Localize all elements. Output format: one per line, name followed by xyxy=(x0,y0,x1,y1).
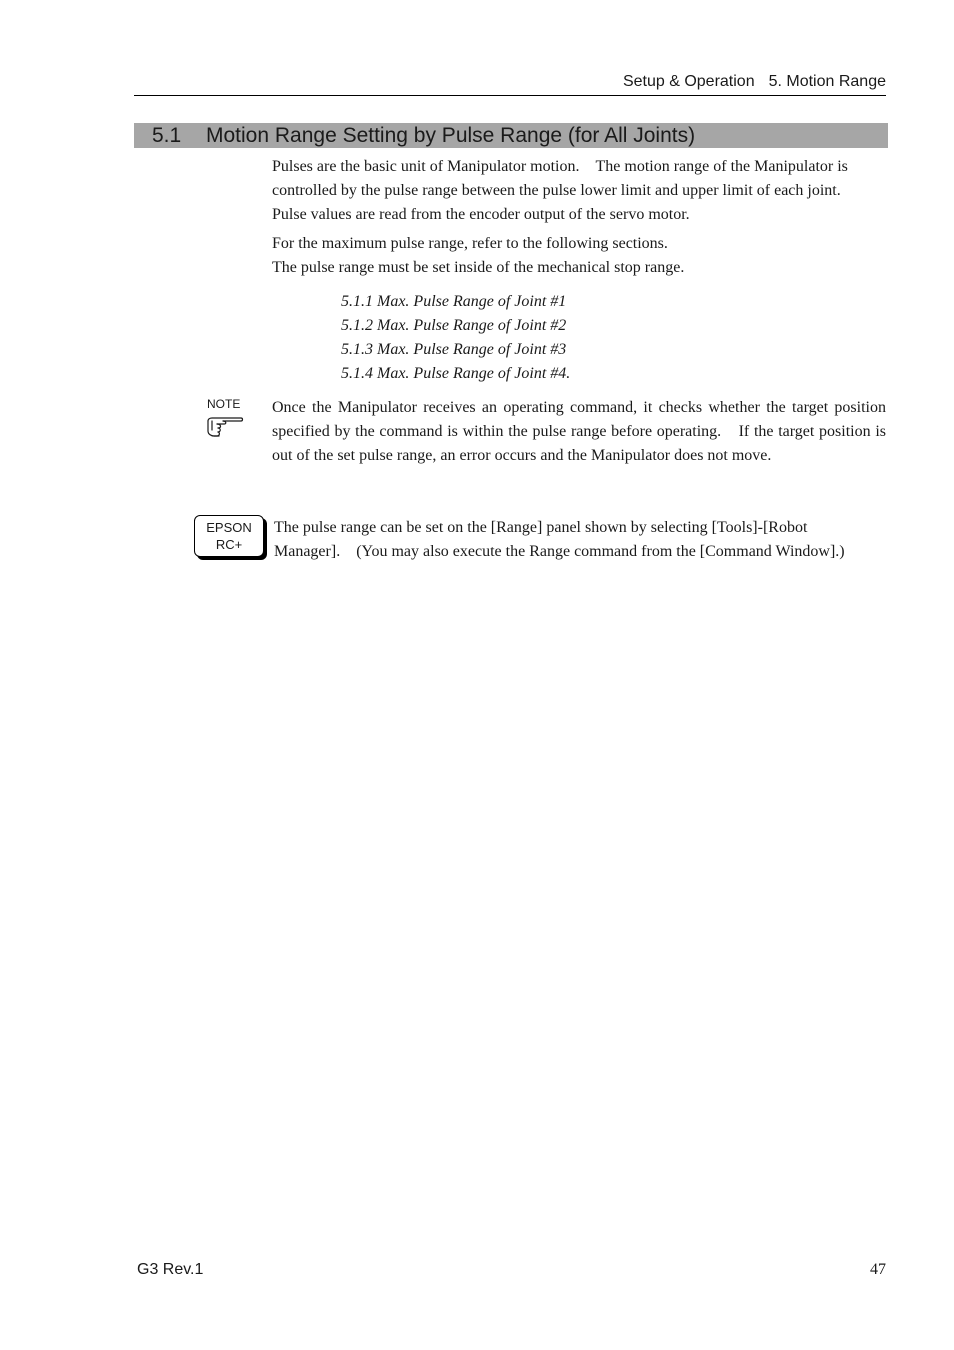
paragraph-line: For the maximum pulse range, refer to the following sections. xyxy=(272,235,668,252)
header-section: Setup & Operation xyxy=(622,73,755,90)
paragraph-line: The pulse range must be set inside of the mechanical stop range. xyxy=(272,259,685,276)
paragraph-line: Manager]. (You may also execute the Range command from the [Command Window].) xyxy=(274,543,845,560)
epson-rc-badge xyxy=(194,515,264,557)
section-heading xyxy=(134,123,888,148)
footer-doc-revision: G3 Rev.1 xyxy=(137,1261,204,1278)
page-header xyxy=(134,71,886,96)
paragraph-line: Pulses are the basic unit of Manipulator motion. The motion range of the Manipulator is xyxy=(272,158,848,175)
epson-badge-line1: EPSON xyxy=(206,520,252,535)
section-title: Motion Range Setting by Pulse Range (for All Joints) xyxy=(206,124,696,147)
paragraph-line: The pulse range can be set on the [Range] panel shown by selecting [Tools]-[Robot xyxy=(274,519,808,536)
paragraph-line: controlled by the pulse range between the pulse lower limit and upper limit of each joint. xyxy=(272,182,841,199)
epson-badge-line2: RC+ xyxy=(215,537,243,552)
section-number: 5.1 xyxy=(152,124,182,147)
reference-link-joint-4[interactable]: 5.1.4 Max. Pulse Range of Joint #4. xyxy=(341,365,571,382)
range-paragraph xyxy=(272,232,886,280)
paragraph-line: Pulse values are read from the encoder output of the servo motor. xyxy=(272,206,690,223)
pointing-hand-icon xyxy=(205,415,245,439)
reference-link-joint-2[interactable]: 5.1.2 Max. Pulse Range of Joint #2 xyxy=(341,317,567,334)
intro-paragraph xyxy=(272,155,886,227)
header-chapter: 5. Motion Range xyxy=(768,73,886,90)
epson-rc-paragraph xyxy=(274,516,886,564)
note-text: Once the Manipulator receives an operating command, it checks whether the target position specified by the command is within the pulse range before operating. If the target position is out of the set pulse range, an error occurs and the Manipulator does not move. xyxy=(272,399,886,464)
note-label: NOTE xyxy=(207,397,241,411)
footer-page-number: 47 xyxy=(870,1261,886,1278)
reference-link-joint-3[interactable]: 5.1.3 Max. Pulse Range of Joint #3 xyxy=(341,341,567,358)
reference-list xyxy=(341,290,570,386)
reference-link-joint-1[interactable]: 5.1.1 Max. Pulse Range of Joint #1 xyxy=(341,293,567,310)
